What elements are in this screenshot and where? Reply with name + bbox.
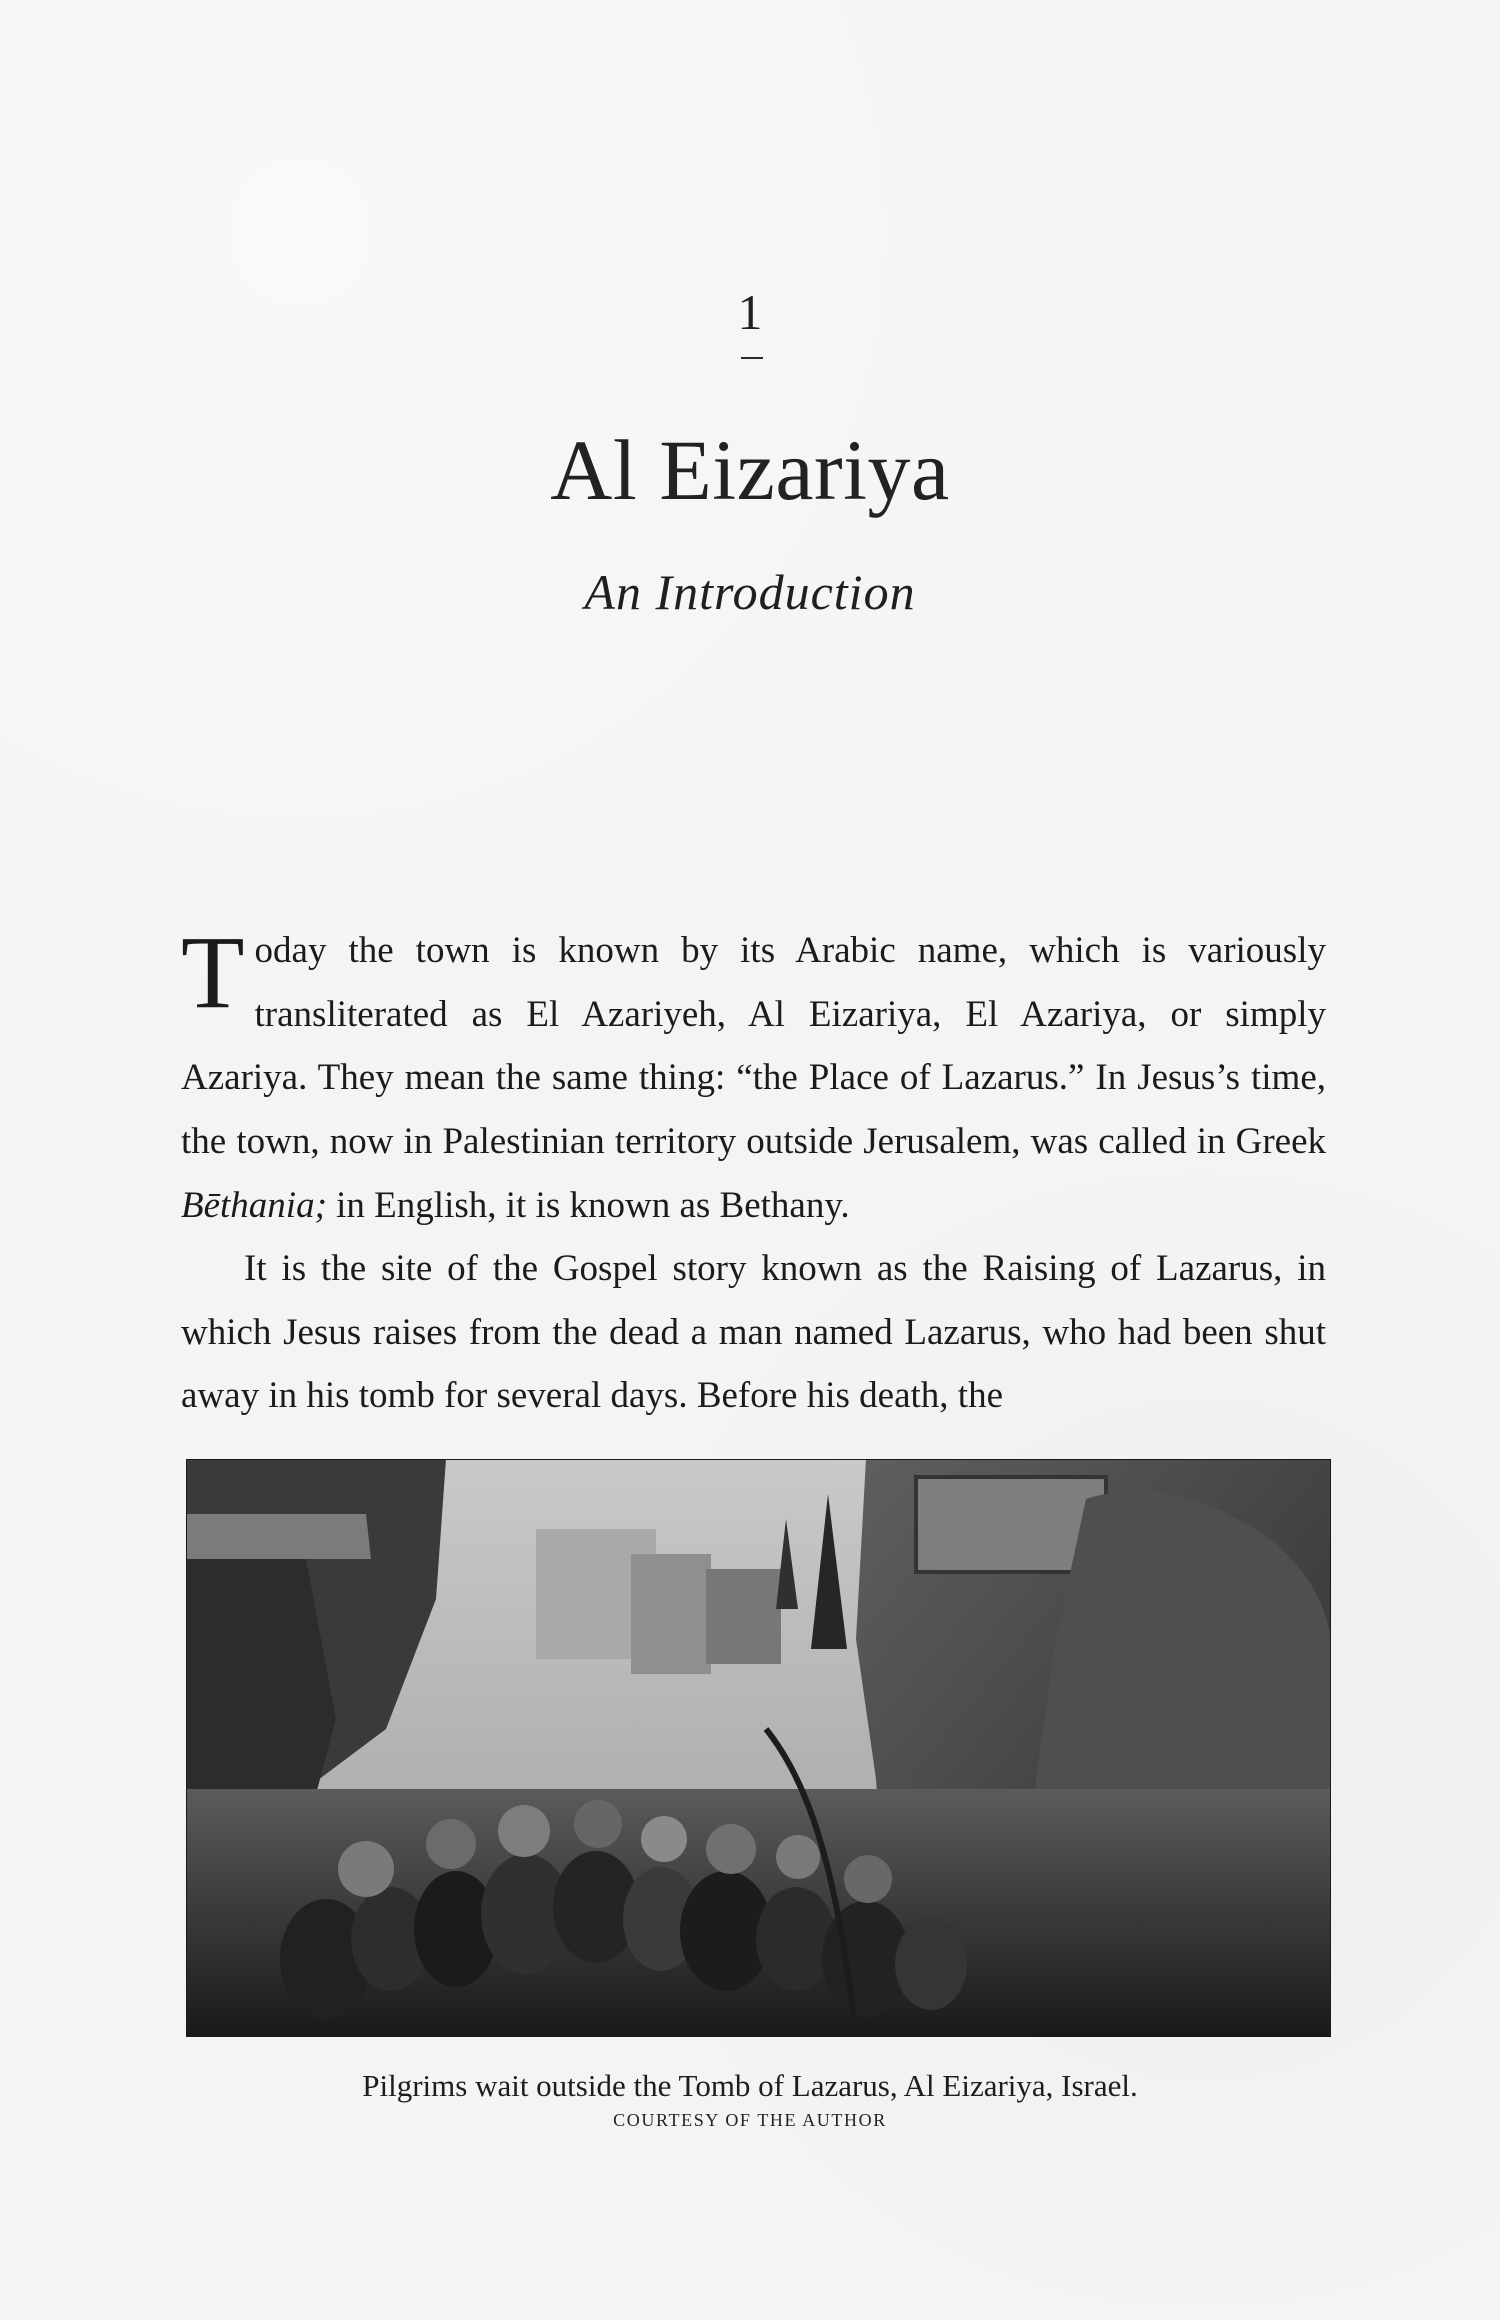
paragraph-2: It is the site of the Gospel story known as the Raising of Lazarus, in which Jesus raises from the dead a man named Lazarus, who had been shut away in his tomb for several days. Before his death, the <box>181 1248 1326 1417</box>
chapter-subtitle: An Introduction <box>584 564 916 620</box>
chapter-number-rule <box>741 357 763 359</box>
awning <box>186 1514 371 1559</box>
paragraph-1-end: in English, it is known as Bethany. <box>326 1184 850 1226</box>
photo-caption: Pilgrims wait outside the Tomb of Lazarus, Al Eizariya, Israel. <box>362 2068 1138 2103</box>
chapter-title: Al Eizariya <box>550 422 950 518</box>
greek-term: Bēthania; <box>181 1184 327 1226</box>
photo-credit: COURTESY OF THE AUTHOR <box>613 2110 887 2130</box>
body-text <box>181 915 1326 1428</box>
distant-building-2 <box>631 1554 711 1674</box>
pilgrims-photo <box>186 1459 1331 2037</box>
paragraph-1-text: oday the town is known by its Arabic name, which is variously transliterated as El Azariyeh, Al Eizariya, El Azariya, or simply Azariya. They mean the same thing: “the Place of Lazarus.” In Jesus’s time, the town, now in Palestinian territory outside Jerusalem, was called in Greek <box>181 930 1326 1162</box>
drop-cap: T <box>181 915 245 1030</box>
chapter-number: 1 <box>737 284 763 340</box>
distant-building-3 <box>706 1569 781 1664</box>
photo-illustration <box>186 1459 1331 2037</box>
paragraph-1 <box>181 915 1326 1237</box>
